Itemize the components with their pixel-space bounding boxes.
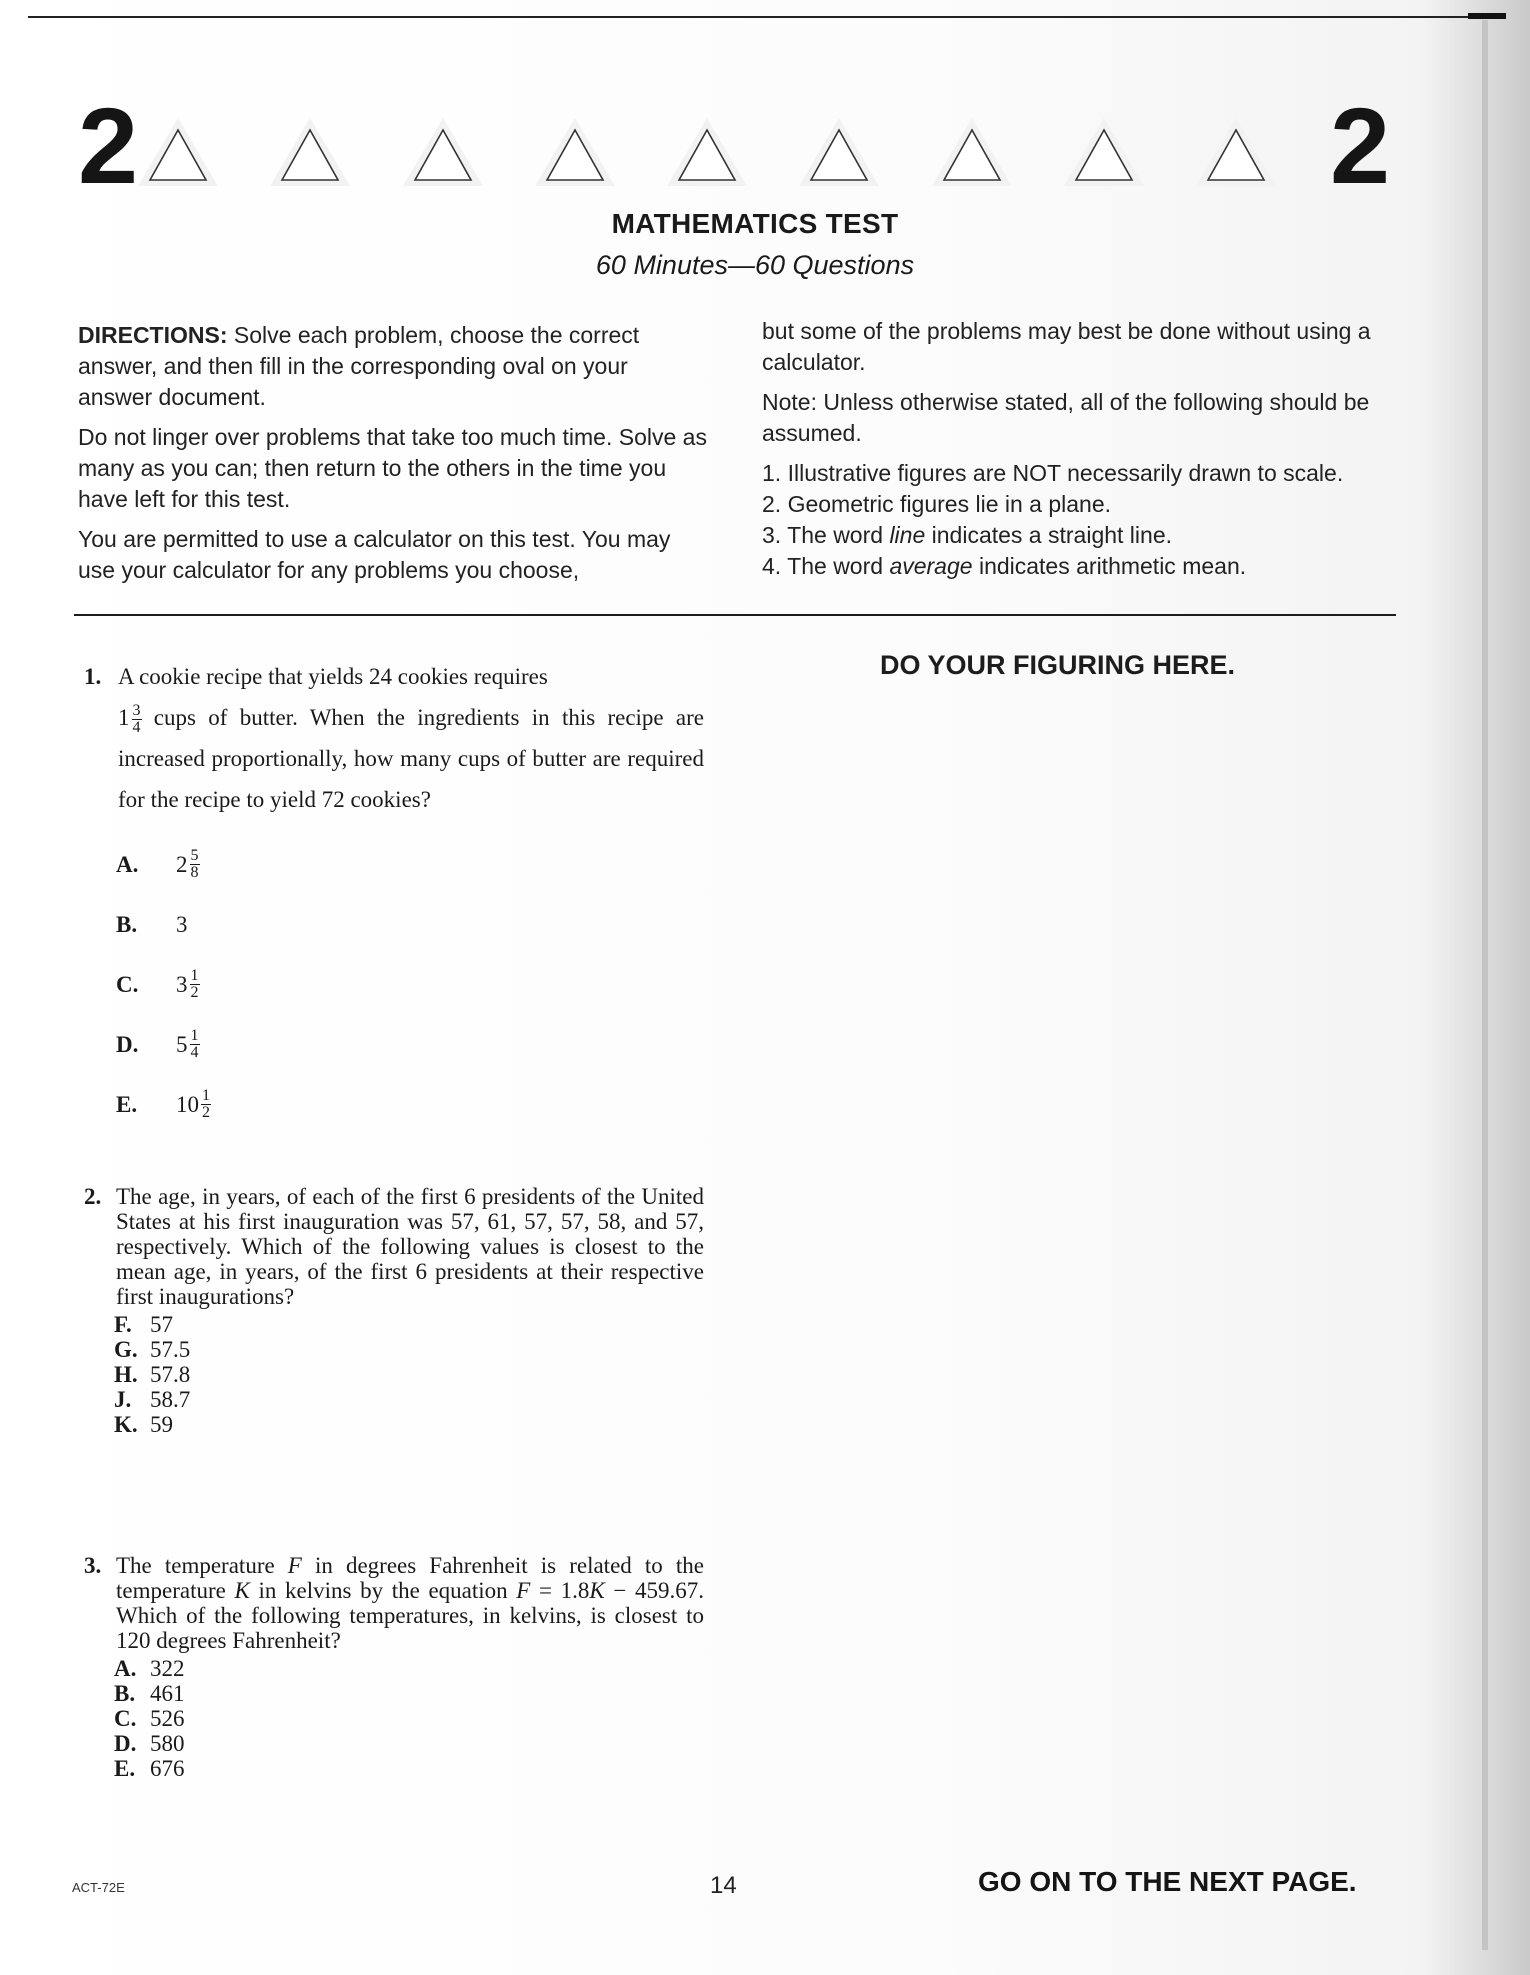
fraction: $\frac{5}{8}$ <box>190 846 199 881</box>
question-text: The age, in years, of each of the first 6 presidents of the United States at his first inauguration was 57, 61, 57, 57, 58, and 57, respectively. Which of the following values is closest to the mean age, in years, of the first 6 presidents at their respective first inaugurations? <box>116 1184 704 1309</box>
answer-choice[interactable]: G. 57.5 <box>114 1337 191 1362</box>
page-edge-shadow <box>1482 20 1488 1950</box>
answer-choice[interactable]: K. 59 <box>114 1412 173 1437</box>
test-title: MATHEMATICS TEST <box>611 208 899 239</box>
directions-right-column <box>762 316 1402 582</box>
next-page-instruction: GO ON TO THE NEXT PAGE. <box>978 1866 1357 1897</box>
answer-choice[interactable]: F. 57 <box>114 1312 173 1337</box>
question-number: 3. <box>84 1553 102 1578</box>
directions-label: DIRECTIONS: <box>78 322 228 348</box>
section-divider <box>74 614 1396 616</box>
figuring-area-label: DO YOUR FIGURING HERE. <box>880 650 1236 680</box>
answer-choice[interactable]: C. 526 <box>114 1706 185 1731</box>
fraction: $\frac{1}{4}$ <box>190 1026 199 1061</box>
answer-choice[interactable]: A. 2 $\frac{5}{8}$ <box>116 846 199 881</box>
question-3 <box>84 1553 704 1781</box>
answer-choice[interactable]: C. 3 $\frac{1}{2}$ <box>116 966 199 1001</box>
test-subtitle: 60 Minutes—60 Questions <box>595 250 915 280</box>
answer-choice[interactable]: B. 461 <box>114 1681 185 1706</box>
triangle-icon <box>266 112 354 190</box>
triangle-icon <box>663 112 751 190</box>
answer-choice[interactable]: E. 676 <box>114 1756 185 1781</box>
top-rule <box>28 16 1503 18</box>
triangle-icon <box>928 112 1016 190</box>
directions-left-column <box>78 320 708 595</box>
directions-text-1: Solve each problem, choose the correct answer, and then fill in the corresponding oval on your answer document. <box>78 322 640 410</box>
answer-choices <box>114 1656 704 1781</box>
triangle-icon <box>1060 112 1148 190</box>
question-1 <box>84 656 704 1134</box>
assumption-item: 3. The word line indicates a straight line. <box>762 522 1172 548</box>
question-text: A cookie recipe that yields 24 cookies requires 1 $\frac{3}{4}$ cups of butter. When the ingredients in this recipe are increased proportionally, how many cups of butter are required for the recipe to yield 72 cookies? <box>118 664 705 812</box>
triangle-icon <box>795 112 883 190</box>
answer-choice[interactable]: D. 5 $\frac{1}{4}$ <box>116 1026 199 1061</box>
answer-choice[interactable]: J. 58.7 <box>114 1387 191 1412</box>
assumption-item: 4. The word average indicates arithmetic mean. <box>762 553 1247 579</box>
answer-choice[interactable]: B. 3 <box>116 911 188 937</box>
test-header <box>0 208 1530 281</box>
fraction: $\frac{3}{4}$ <box>132 702 141 737</box>
fraction: $\frac{1}{2}$ <box>202 1086 210 1121</box>
section-number-right: 2 <box>1330 85 1391 206</box>
top-rule-corner <box>1468 13 1506 19</box>
question-2 <box>84 1184 704 1437</box>
directions-paragraph-3: You are permitted to use a calculator on this test. You may use your calculator for any problems you choose, <box>78 526 671 583</box>
answer-choices <box>116 834 704 1134</box>
answer-choice[interactable]: H. 57.8 <box>114 1362 191 1387</box>
directions-note: Note: Unless otherwise stated, all of the following should be assumed. <box>762 389 1370 446</box>
directions-paragraph-2: Do not linger over problems that take too much time. Solve as many as you can; then return to the others in the time you have left for this test. <box>78 424 707 512</box>
triangle-icon <box>1192 112 1280 190</box>
directions-paragraph-1 <box>78 320 708 413</box>
fraction: $\frac{1}{2}$ <box>190 966 199 1001</box>
triangle-icon <box>134 112 222 190</box>
assumption-item: 1. Illustrative figures are NOT necessarily drawn to scale. <box>762 460 1344 486</box>
question-text: The temperature F in degrees Fahrenheit is related to the temperature K in kelvins by the equation F = 1.8K − 459.67. Which of the following temperatures, in kelvins, is closest to 120 degrees Fahrenheit? <box>116 1553 704 1653</box>
triangle-icon <box>399 112 487 190</box>
question-number: 2. <box>84 1184 102 1209</box>
form-code: ACT-72E <box>72 1880 125 1895</box>
triangle-icon <box>531 112 619 190</box>
question-number: 1. <box>84 664 102 689</box>
answer-choices <box>114 1312 704 1437</box>
page-number: 14 <box>710 1872 737 1899</box>
answer-choice[interactable]: A. 322 <box>114 1656 185 1681</box>
section-number-left: 2 <box>78 85 139 206</box>
directions-paragraph-4: but some of the problems may best be done without using a calculator. <box>762 318 1371 375</box>
answer-choice[interactable]: E. 10 $\frac{1}{2}$ <box>116 1086 210 1121</box>
answer-choice[interactable]: D. 580 <box>114 1731 185 1756</box>
assumptions-list <box>762 458 1402 582</box>
assumption-item: 2. Geometric figures lie in a plane. <box>762 491 1112 517</box>
